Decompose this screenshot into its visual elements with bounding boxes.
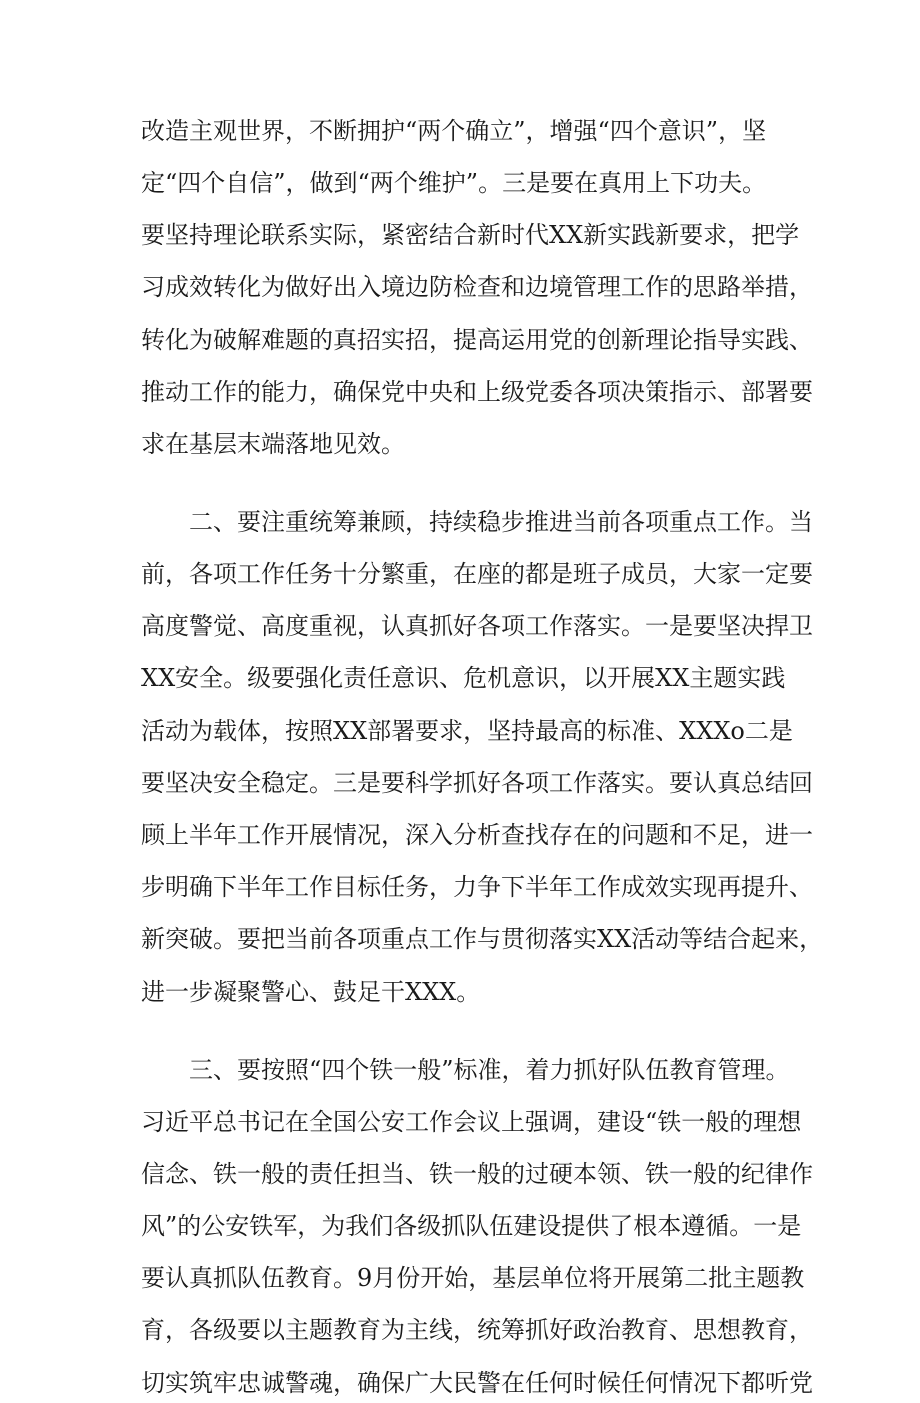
text-line: 推动工作的能力，确保党中央和上级党委各项决策指示、部署要 <box>141 378 813 406</box>
text-line: 新突破。要把当前各项重点工作与贯彻落实XX活动等结合起来， <box>141 925 824 953</box>
text-line: 顾上半年工作开展情况，深入分析查找存在的问题和不足，进一 <box>141 821 813 849</box>
text-line: 改造主观世界，不断拥护“两个确立”，增强“四个意识”，坚 <box>141 117 767 145</box>
text-line: 高度警觉、高度重视，认真抓好各项工作落实。一是要坚决捍卫 <box>141 612 813 640</box>
text-line: 活动为载体，按照XX部署要求，坚持最高的标准、XXXo二是 <box>141 717 793 745</box>
text-line: 进一步凝聚警心、鼓足干XXX。 <box>141 978 481 1006</box>
text-line: 育，各级要以主题教育为主线，统筹抓好政治教育、思想教育， <box>141 1316 813 1344</box>
text-line: 转化为破解难题的真招实招，提高运用党的创新理论指导实践、 <box>141 326 813 354</box>
text-line: 前，各项工作任务十分繁重，在座的都是班子成员，大家一定要 <box>141 560 813 588</box>
text-line: 求在基层末端落地见效。 <box>141 430 405 458</box>
text-line: 步明确下半年工作目标任务，力争下半年工作成效实现再提升、 <box>141 873 813 901</box>
text-line: 风”的公安铁军，为我们各级抓队伍建设提供了根本遵循。一是 <box>141 1212 802 1240</box>
text-line: 要坚决安全稳定。三是要科学抓好各项工作落实。要认真总结回 <box>141 769 813 797</box>
text-line: 切实筑牢忠诚警魂，确保广大民警在任何时候任何情况下都听党 <box>141 1369 813 1397</box>
text-line: 习成效转化为做好出入境边防检查和边境管理工作的思路举措， <box>141 273 813 301</box>
text-line: 信念、铁一般的责任担当、铁一般的过硬本领、铁一般的纪律作 <box>141 1160 813 1188</box>
text-line: 要坚持理论联系实际，紧密结合新时代XX新实践新要求，把学 <box>141 221 800 249</box>
text-line: 习近平总书记在全国公安工作会议上强调，建设“铁一般的理想 <box>141 1108 802 1136</box>
section-heading-line: 二、要注重统筹兼顾，持续稳步推进当前各项重点工作。当 <box>189 508 813 536</box>
section-heading-line: 三、要按照“四个铁一般”标准，着力抓好队伍教育管理。 <box>189 1056 790 1084</box>
text-line: XX安全。级要强化责任意识、危机意识，以开展XX主题实践 <box>141 664 786 692</box>
text-line: 定“四个自信”，做到“两个维护”。三是要在真用上下功夫。 <box>141 169 767 197</box>
text-line: 要认真抓队伍教育。9月份开始，基层单位将开展第二批主题教 <box>141 1264 805 1292</box>
